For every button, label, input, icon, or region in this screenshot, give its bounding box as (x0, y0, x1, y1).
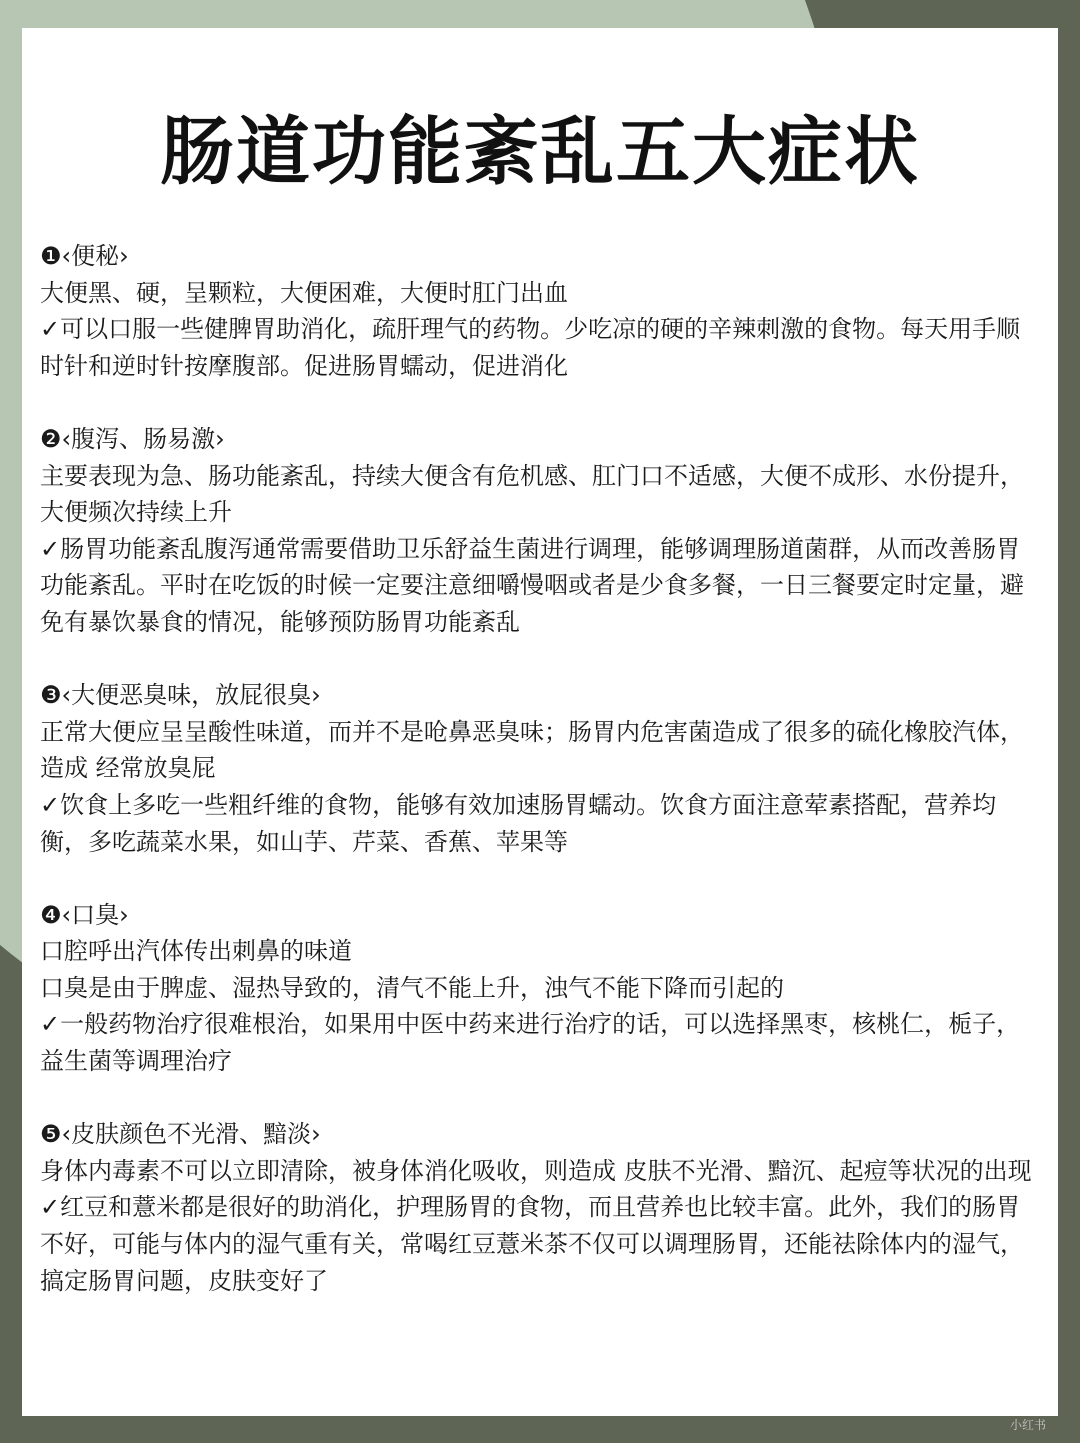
section-heading: ❸‹大便恶臭味，放屁很臭› (40, 681, 321, 710)
cause-text: 口臭是由于脾虚、湿热导致的，清气不能上升，浊气不能下降而引起的 (40, 973, 784, 1002)
advice-text: ✓可以口服一些健脾胃助消化，疏肝理气的药物。少吃凉的硬的辛辣刺激的食物。每天用手顺时针和逆时针按摩腹部。促进肠胃蠕动，促进消化 (40, 315, 1021, 380)
symptom-text: 身体内毒素不可以立即清除，被身体消化吸收，则造成 皮肤不光滑、黯沉、起痘等状况的出现 (40, 1156, 1032, 1185)
symptom-text: 大便黑、硬，呈颗粒，大便困难，大便时肛门出血 (40, 278, 568, 307)
section-heading: ❺‹皮肤颜色不光滑、黯淡› (40, 1120, 321, 1149)
page-title: 肠道功能紊乱五大症状 (160, 109, 920, 195)
section-heading: ❷‹腹泻、肠易激› (40, 424, 225, 453)
symptom-text: 主要表现为急、肠功能紊乱，持续大便含有危机感、肛门口不适感，大便不成形、水份提升，大便频次持续上升 (40, 461, 1024, 527)
symptom-text: 正常大便应呈呈酸性味道，而并不是呛鼻恶臭味；肠胃内危害菌造成了很多的硫化橡胶汽体，造成 经常放臭屁 (40, 717, 1024, 783)
advice-text: ✓一般药物治疗很难根治，如果用中医中药来进行治疗的话，可以选择黑枣，核桃仁，栀子，益生菌等调理治疗 (40, 1010, 1021, 1076)
section-bad-breath (40, 897, 1042, 1080)
advice-text: ✓肠胃功能紊乱腹泻通常需要借助卫乐舒益生菌进行调理，能够调理肠道菌群，从而改善肠胃功能紊乱。平时在吃饭的时候一定要注意细嚼慢咽或者是少食多餐，一日三餐要定时定量，避免有暴饮暴食的情况，能够预防肠胃功能紊乱 (40, 534, 1024, 636)
symptom-text: 口腔呼出汽体传出刺鼻的味道 (40, 937, 352, 966)
section-heading: ❶‹便秘› (40, 242, 129, 270)
watermark-logo: 小红书 (1009, 1418, 1046, 1432)
advice-text: ✓红豆和薏米都是很好的助消化，护理肠胃的食物，而且营养也比较丰富。此外，我们的肠胃不好，可能与体内的湿气重有关，常喝红豆薏米茶不仅可以调理肠胃，还能祛除体内的湿气，搞定肠胃问题，皮肤变好了 (40, 1193, 1024, 1295)
section-skin (40, 1116, 1042, 1299)
section-heading: ❹‹口臭› (40, 900, 129, 929)
advice-text: ✓饮食上多吃一些粗纤维的食物，能够有效加速肠胃蠕动。饮食方面注意荤素搭配，营养均衡，多吃蔬菜水果，如山芋、芹菜、香蕉、苹果等 (40, 790, 997, 856)
article-body (40, 238, 1042, 1336)
section-odor (40, 677, 1042, 860)
section-diarrhea (40, 421, 1042, 641)
section-constipation (40, 238, 1042, 384)
